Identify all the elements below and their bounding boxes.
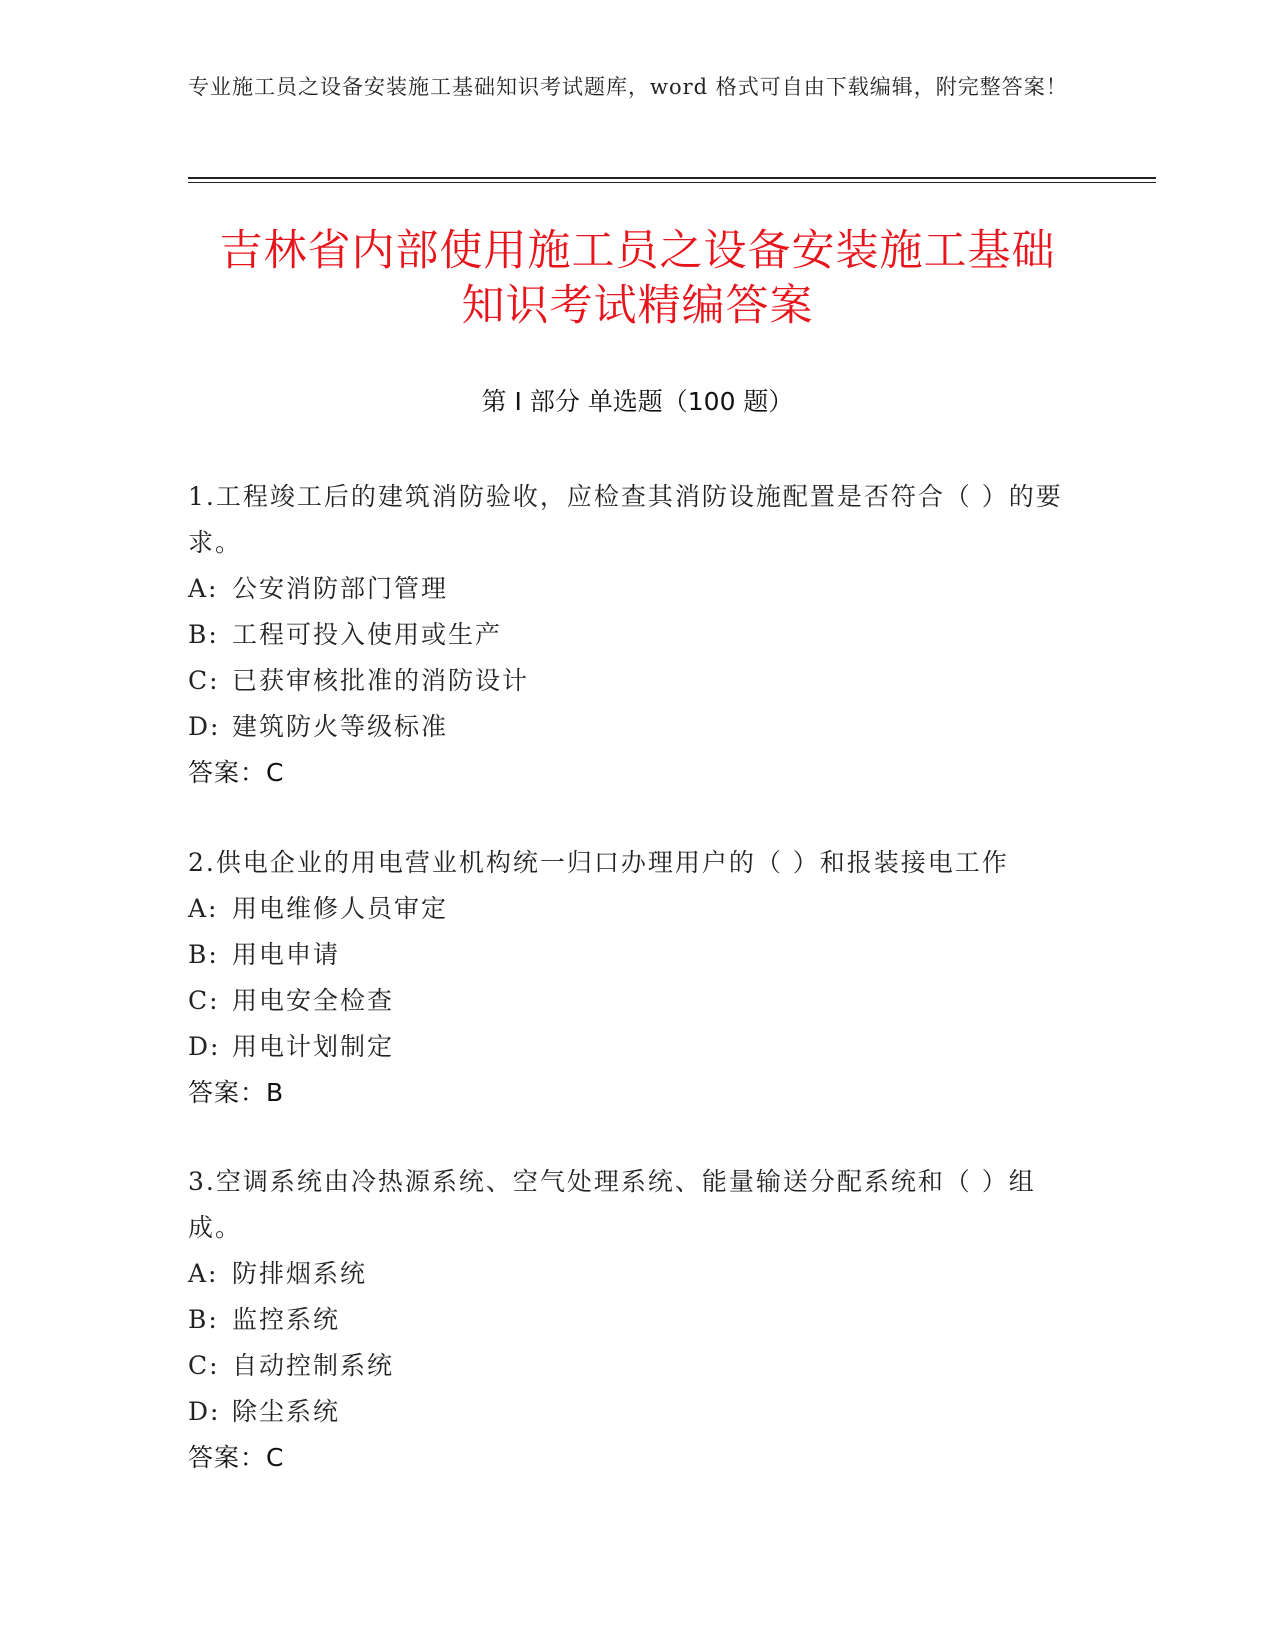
option-letter: D: — [188, 712, 221, 741]
option-a — [188, 566, 1078, 612]
option-letter: D: — [188, 1397, 221, 1426]
question-3 — [188, 1159, 1078, 1481]
document-title — [150, 224, 1125, 334]
option-letter: A: — [188, 894, 219, 923]
option-text: 用电申请 — [232, 940, 341, 969]
option-letter: B: — [188, 940, 219, 969]
section-heading: 第 I 部分 单选题（100 题） — [481, 387, 794, 416]
document-title-line-2: 知识考试精编答案 — [461, 281, 814, 331]
option-text: 已获审核批准的消防设计 — [232, 666, 530, 695]
header-divider-thin — [188, 182, 1156, 183]
option-text: 用电安全检查 — [232, 986, 395, 1015]
option-letter: A: — [188, 574, 219, 603]
option-c — [188, 978, 1078, 1024]
option-letter: B: — [188, 620, 219, 649]
option-d — [188, 704, 1078, 750]
option-b — [188, 1297, 1078, 1343]
question-2 — [188, 840, 1078, 1116]
option-letter: C: — [188, 1351, 220, 1380]
option-b — [188, 932, 1078, 978]
question-1 — [188, 474, 1078, 796]
question-stem: 1.工程竣工后的建筑消防验收，应检查其消防设施配置是否符合（ ）的要求。 — [188, 482, 1063, 557]
option-text: 工程可投入使用或生产 — [232, 620, 503, 649]
option-letter: D: — [188, 1032, 221, 1061]
option-d — [188, 1389, 1078, 1435]
option-text: 监控系统 — [232, 1305, 341, 1334]
option-b — [188, 612, 1078, 658]
option-text: 建筑防火等级标准 — [232, 712, 449, 741]
header-note: 专业施工员之设备安装施工基础知识考试题库，word 格式可自由下载编辑，附完整答案！ — [188, 75, 1068, 99]
answer-line: 答案：B — [188, 1078, 285, 1107]
option-a — [188, 886, 1078, 932]
option-a — [188, 1251, 1078, 1297]
option-c — [188, 658, 1078, 704]
option-d — [188, 1024, 1078, 1070]
option-text: 公安消防部门管理 — [232, 574, 449, 603]
option-text: 用电计划制定 — [232, 1032, 395, 1061]
option-letter: C: — [188, 666, 220, 695]
option-text: 除尘系统 — [232, 1397, 341, 1426]
answer-line: 答案：C — [188, 1443, 285, 1472]
option-text: 防排烟系统 — [232, 1259, 368, 1288]
question-stem: 2.供电企业的用电营业机构统一归口办理用户的（ ）和报装接电工作 — [188, 848, 1009, 877]
question-stem: 3.空调系统由冷热源系统、空气处理系统、能量输送分配系统和（ ）组成。 — [188, 1167, 1036, 1242]
option-letter: A: — [188, 1259, 219, 1288]
option-text: 自动控制系统 — [232, 1351, 395, 1380]
header-divider-thick — [188, 177, 1156, 179]
option-text: 用电维修人员审定 — [232, 894, 449, 923]
document-title-line-1: 吉林省内部使用施工员之设备安装施工基础 — [219, 226, 1056, 276]
answer-line: 答案：C — [188, 758, 285, 787]
option-c — [188, 1343, 1078, 1389]
option-letter: C: — [188, 986, 220, 1015]
option-letter: B: — [188, 1305, 219, 1334]
